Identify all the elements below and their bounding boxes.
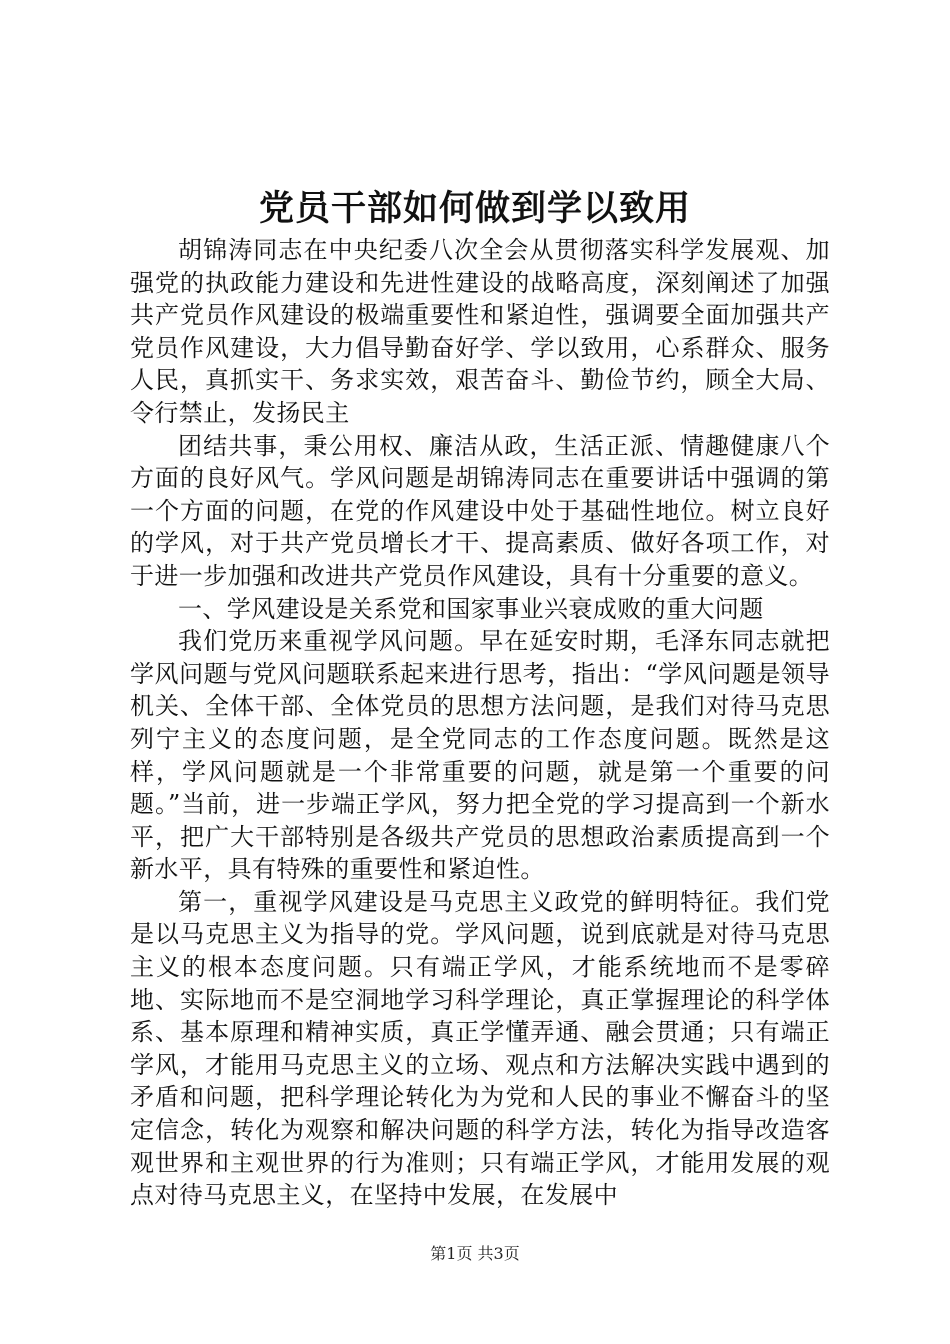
paragraph-intro: 胡锦涛同志在中央纪委八次全会从贯彻落实科学发展观、加强党的执政能力建设和先进性建设的战略高度，深刻阐述了加强共产党员作风建设的极端重要性和紧迫性，强调要全面加强共产党员作风建设，大力倡导勤奋好学、学以致用，心系群众、服务人民，真抓实干、务求实效，艰苦奋斗、勤俭节约，顾全大局、令行禁止，发扬民主 (130, 236, 830, 427)
paragraph-history: 我们党历来重视学风问题。早在延安时期，毛泽东同志就把学风问题与党风问题联系起来进行思考，指出：“学风问题是领导机关、全体干部、全体党员的思想方法问题，是我们对待马克思列宁主义的态度问题，是全党同志的工作态度问题。既然是这样，学风问题就是一个非常重要的问题，就是第一个重要的问题。”当前，进一步端正学风，努力把全党的学习提高到一个新水平，把广大干部特别是各级共产党员的思想政治素质提高到一个新水平，具有特殊的重要性和紧迫性。 (130, 627, 830, 884)
document-body (130, 234, 830, 1212)
document-title: 党员干部如何做到学以致用 (258, 188, 691, 229)
page-footer: 第1页 共3页 (430, 1244, 520, 1263)
section-heading-1: 一、学风建设是关系党和国家事业兴衰成败的重大问题 (178, 594, 764, 623)
paragraph-continuation: 团结共事，秉公用权、廉洁从政，生活正派、情趣健康八个方面的良好风气。学风问题是胡锦涛同志在重要讲话中强调的第一个方面的问题，在党的作风建设中处于基础性地位。树立良好的学风，对于共产党员增长才干、提高素质、做好各项工作，对于进一步加强和改进共产党员作风建设，具有十分重要的意义。 (130, 431, 830, 590)
paragraph-first-point: 第一，重视学风建设是马克思主义政党的鲜明特征。我们党是以马克思主义为指导的党。学风问题，说到底就是对待马克思主义的根本态度问题。只有端正学风，才能系统地而不是零碎地、实际地而不是空洞地学习科学理论，真正掌握理论的科学体系、基本原理和精神实质，真正学懂弄通、融会贯通；只有端正学风，才能用马克思主义的立场、观点和方法解决实践中遇到的矛盾和问题，把科学理论转化为为党和人民的事业不懈奋斗的坚定信念，转化为观察和解决问题的科学方法，转化为指导改造客观世界和主观世界的行为准则；只有端正学风，才能用发展的观点对待马克思主义，在坚持中发展，在发展中 (130, 887, 830, 1210)
